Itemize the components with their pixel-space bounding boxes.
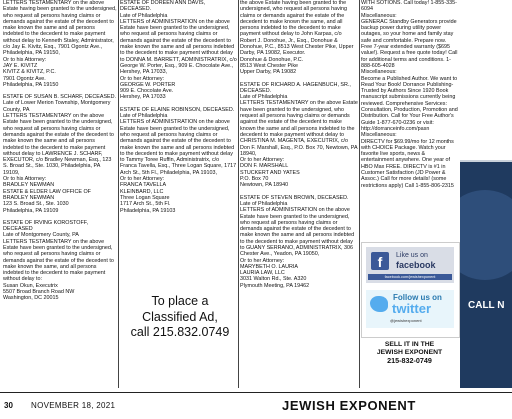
notice-estate-steven-brown: ESTATE OF STEVEN BROWN, DECEASED. Late of Philadelphia LETTERS of ADMINISTRATION on the above Estate have been granted to the undersigned, who request all persons having claims or demands against the estate of the decedent to make known the same and all persons indebted to the decedent to make payment without delay to GUANY SERRANO, ADMINISTRATRIX, 306 Chester Ave., Yeadon, PA 19050, Or to her Attorney: MARYBETH O. LAURIA LAURIA LAW, LLC 3031 Walton Rd., Ste. A320 Plymouth Meeting, PA 19462 (240, 194, 355, 289)
notice-estate-susan-scharf: ESTATE OF SUSAN B. SCHARF, DECEASED. Late of Lower Merion Township, Montgomery County, PA LETTERS TESTAMENTARY on the above Estate have been granted to the undersigned, who request all persons having claims or demands against the estate of the decedent to make known the same and all persons indebted to the decedent to make payment without delay to LAWRENCE J. SCHARF, EXECUTOR, c/o Bradley Newman, Esq., 123 S. Broad St., Ste. 1030, Philadelphia, PA 19109, Or to his Attorney: BRADLEY NEWMAN ESTATE & ELDER LAW OFFICE OF BRADLEY NEWMAN 123 S. Broad St., Ste. 1030 Philadelphia, PA 19109 (3, 94, 117, 214)
side-ad-divider (460, 160, 512, 162)
side-advertisement (460, 0, 512, 388)
twitter-wordmark: twitter (392, 301, 431, 316)
classifieds-column (361, 0, 458, 238)
facebook-url: facebook.com/jewishexponent (368, 274, 452, 280)
side-ad-photo-area (460, 0, 512, 160)
column-divider (238, 0, 239, 388)
sell-it-line2: JEWISH EXPONENT (376, 349, 443, 356)
page-number: 30 (4, 401, 13, 410)
issue-date: NOVEMBER 18, 2021 (31, 401, 116, 410)
twitter-bird-icon (370, 296, 388, 312)
notice-estate-doreen-davis: ESTATE OF DOREEN ANN DAVIS, DECEASED. Late of Philadelphia LETTERS of ADMINISTRATION on the above Estate have been granted to the undersigned, who request all persons having claims or demands against the estate of the decedent to make known the same and all persons indebted to the decedent to make payment without delay to DONNA M. BARRETT, ADMINISTRATRIX, c/o George W. Porter, Esq., 909 E. Chocolate Ave., Hershey, PA 17033, Or to her Attorney: GEORGE W. PORTER 909 E. Chocolate Ave. Hershey, PA 17033 (120, 0, 237, 101)
facebook-promo[interactable] (366, 247, 454, 283)
legal-notices-column-1 (3, 0, 117, 388)
side-ad-graphic (460, 190, 512, 280)
notice-kivitz-continued: LETTERS TESTAMENTARY on the above Estate having been granted to the undersigned, who request all persons having claims or demands against the estate of the decedent to make known the same and all persons indebted to the decedent to make payment without delay to Kenneth Staley, Administrator, c/o Jay E. Kivitz, Esq., 7901 Ogontz Ave., Philadelphia, PA 19150, Or to his Attorney: JAY E. KIVITZ KIVITZ & KIVITZ, P.C. 7901 Ogontz Ave. Philadelphia, PA 19150 (3, 0, 117, 88)
notice-estate-elaine-robinson: ESTATE OF ELAINE ROBINSON, DECEASED. Late of Philadelphia LETTERS of ADMINISTRATION on the above Estate have been granted to the undersigned, who request all persons having claims or demands against the estate of the decedent to make known the same and all persons indebted to the decedent to make payment without delay to Tammy Toree Ruffin, Administratrix, c/o Franca Tavella, Esq., Three Logan Square, 1717 Arch St., 5th Fl., Philadelphia, PA 19103, Or to her Attorney: FRANCA TAVELLA KLEINBARD, LLC Three Logan Square 1717 Arch St., 5th Fl. Philadelphia, PA 19103 (120, 106, 237, 214)
sell-it-line1: SELL IT IN THE (384, 341, 435, 348)
twitter-follow-label: Follow us on (393, 293, 442, 302)
notice-estate-richard-hagenbuch: ESTATE OF RICHARD A. HAGENBUCH, SR., DECEASED. Late of Philadelphia LETTERS TESTAMENTARY on the above Estate have been granted to the undersigned, who request all persons having claims or demands against the estate of the decedent to make known the same and all persons indebted to the decedent to make payment without delay to CHRISTINA M. MAGENTA, EXECUTRIX, c/o Don F. Marshall, Esq., P.O. Box 70, Newtown, PA 18940, Or to her Attorney: DON F. MARSHALL STUCKERT AND YATES P.O. Box 70 Newtown, PA 18940 (240, 81, 358, 189)
place-classified-ad: To place a Classified Ad, call 215.832.0749 (130, 294, 230, 339)
column-divider (118, 0, 119, 388)
twitter-handle: @jewishexponent (390, 318, 422, 323)
classified-ads-text: WITH SOTIONS. Call today! 1-855-335-6094 Miscellaneous: GENERAC Standby Generators provide backup power during utility power outages, so your home and family stay safe and comfortable. Prepare now. Free 7-year extended warranty ($695 value!). Request a free quote today! Call for additional terms and conditions. 1-888-605-4028 Miscellaneous: Become a Published Author. We want to Read Your Book! Dorrance Publishing-Trusted by Authors Since 1920 Book manuscript submissions currently being reviewed. Comprehensive Services: Consultation, Production, Promotion and Distribution. Call for Your Free Author's Guide 1-877-670-0236 or visit: http://dorranceinfo.com/pasn Miscellaneous: DIRECTV for $69.99/mo for 12 months with CHOICE Package. Watch your favorite live sports, news & entertainment anywhere. One year of HBO Max FREE. DIRECTV is #1 in Customer Satisfaction (JD Power & Assoc.) Call for more details! (some restrictions apply) Call 1-855-806-2315 (361, 0, 458, 189)
side-ad-tagline: CALL N (468, 300, 505, 311)
social-promo-box (361, 242, 460, 338)
legal-notices-column-3 (240, 0, 358, 388)
sell-it-phone: 215-832-0749 (387, 356, 432, 365)
facebook-icon: f (371, 252, 389, 270)
sell-it-ad (361, 341, 458, 365)
notice-estate-irving-korostoff: ESTATE OF IRVING KOROSTOFF, DECEASED Late of Montgomery County, PA LETTERS TESTAMENTARY on the above Estate have been granted to the undersigned, who request all persons having claims or demands against the estate of the decedent to make known the same, and all persons indebted to the decedent to make payment without delay to: Susan Okun, Executrix 5507 Broad Branch Road NW Washington, DC 20015 (3, 219, 114, 302)
page-footer (0, 392, 512, 419)
twitter-promo[interactable] (366, 290, 454, 328)
column-divider (359, 0, 360, 388)
notice-karpas-continued: the above Estate having been granted to the undersigned, who request all persons having claims or demands against the estate of the decedent to make known the same, and all persons indebted to the decedent to make payment without delay to John Karpas, c/o Robert J. Donohue, Jr., Esq., Donohue & Donohue, P.C., 8513 West Chester Pike, Upper Darby, PA 19082, Executor. Donohue & Donohue, P.C. 8513 West Chester Pike Upper Darby, PA 19082 (240, 0, 354, 76)
facebook-like-label: Like us on (396, 252, 428, 259)
legal-notices-column-2 (120, 0, 237, 252)
publication-name: JEWISH EXPONENT (282, 398, 416, 413)
facebook-promo-text (396, 252, 436, 271)
facebook-wordmark: facebook (396, 259, 436, 270)
